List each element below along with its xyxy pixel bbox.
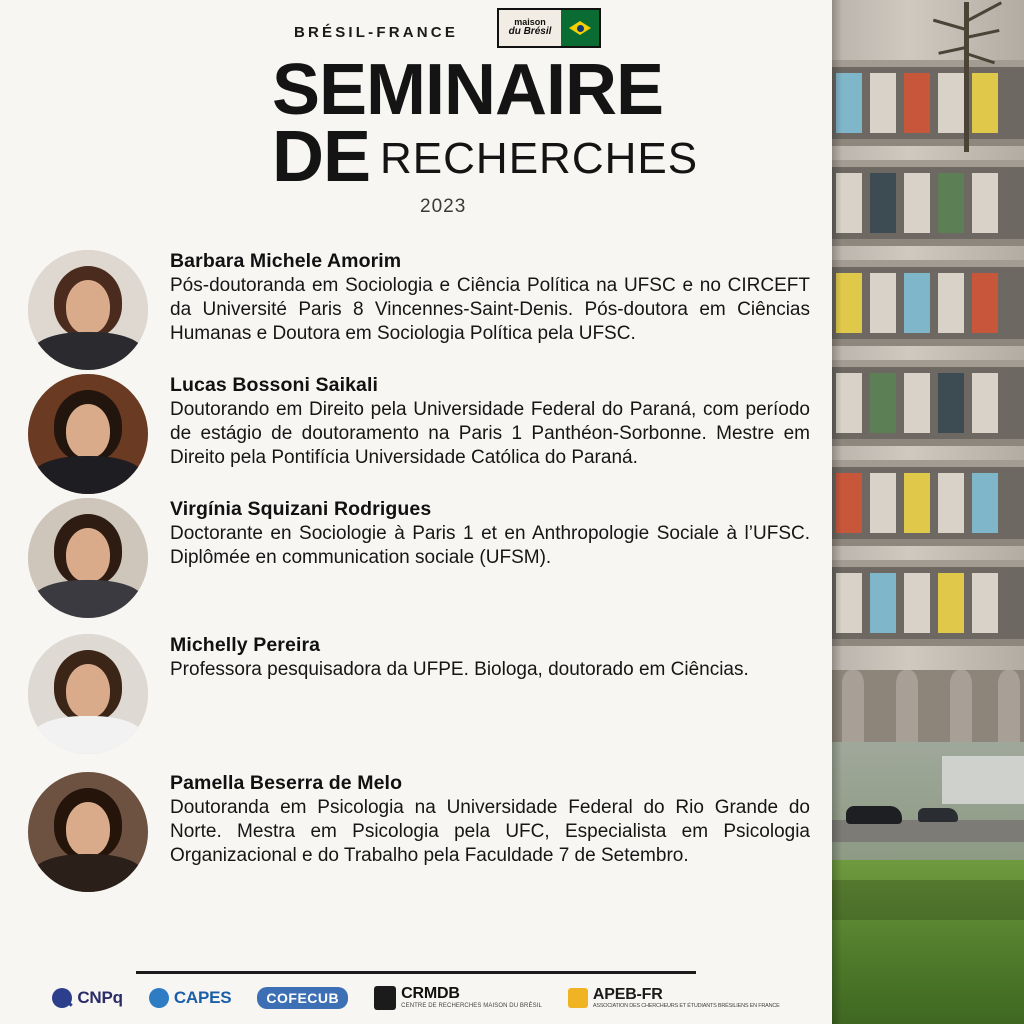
photo-edge-shade [832,0,842,1024]
background-building [942,756,1024,804]
avatar [28,374,148,494]
list-item [0,634,832,754]
title-de: DE [272,117,371,198]
lawn-shadow [832,880,1024,920]
avatar [28,250,148,370]
building-pillars [832,670,1024,742]
brand-line: BRÉSIL-FRANCE [293,24,459,41]
logo-sublabel: CENTRE DE RECHERCHES MAISON DU BRÉSIL [401,1003,542,1010]
speaker-bio: Pós-doutoranda em Sociologia e Ciência Política na UFSC e no CIRCEFT da Université Paris 8 Vincennes-Saint-Denis. Pós-doutora em Ciências Humanas e Doutora em Sociologia Política pela UFSC. [170,275,810,344]
speaker-list [0,250,832,892]
maison-du-bresil-logo [497,8,601,48]
list-item [0,498,832,618]
avatar [28,634,148,754]
divider [136,971,696,974]
speaker-name: Barbara Michele Amorim [170,250,402,272]
title-year: 2023 [420,196,467,218]
flag-diamond-icon [569,21,591,35]
logo-label: CRMDB [401,985,460,1003]
street-level [832,742,1024,860]
logo-sublabel: ASSOCIATION DES CHERCHEURS ET ÉTUDIANTS BRÉSILIENS EN FRANCE [592,1002,780,1009]
page-title: SEMINAIRE [272,50,664,130]
speaker-name: Virgínia Squizani Rodrigues [170,498,432,520]
car [846,806,902,824]
maison-du-bresil-building-photo [832,0,1024,1024]
speaker-name: Pamella Beserra de Melo [170,772,403,794]
logo-label: CNPq [77,988,123,1007]
logo-cofecub [257,987,348,1009]
speaker-text [148,498,832,570]
cnpq-icon [52,988,72,1008]
facade-floors [832,60,1024,680]
title-second-row [272,117,832,198]
speaker-bio: Doctorante en Sociologie à Paris 1 et en Anthropologie Sociale à l’UFSC. Diplômée en communication sociale (UFSM). [170,523,810,568]
logo-capes [149,988,232,1008]
crmdb-icon [374,986,396,1010]
speaker-text [148,374,832,470]
apeb-icon [568,988,588,1008]
list-item [0,374,832,494]
avatar [28,772,148,892]
speaker-bio: Doutoranda em Psicologia na Universidade Federal do Rio Grande do Norte. Mestra em Psicologia pela UFC, Especialista em Psicologia Organizacional e do Trabalho pela Faculdade 7 de Setembro. [170,797,810,866]
poster-header [0,0,832,250]
logo-line-1: maison [514,17,546,28]
tree-icon [920,2,1016,152]
list-item [0,772,832,892]
list-item [0,250,832,370]
speaker-bio: Professora pesquisadora da UFPE. Biologa, doutorado em Ciências. [170,659,749,680]
avatar [28,498,148,618]
flag-globe-icon [577,25,584,32]
logo-cnpq [52,988,122,1008]
speaker-name: Lucas Bossoni Saikali [170,374,379,396]
logo-wordmark [499,10,561,46]
footer [0,971,832,1016]
car [918,808,958,822]
title-recherches: RECHERCHES [380,134,699,184]
logo-label: COFECUB [266,990,340,1006]
speaker-name: Michelly Pereira [170,634,321,656]
sponsor-logos [0,986,832,1016]
capes-icon [149,988,169,1008]
brazil-flag-icon [561,10,599,46]
logo-crmdb [374,986,542,1010]
speaker-text [148,634,832,682]
logo-apeb-fr [568,987,780,1010]
speaker-text [148,250,832,346]
logo-line-2: du Brésil [508,26,552,38]
title-block [0,50,832,218]
logo-label: CAPES [173,988,232,1007]
logo-label: APEB-FR [592,985,663,1003]
speaker-bio: Doutorando em Direito pela Universidade Federal do Paraná, com período de estágio de doutoramento na Paris 1 Panthéon-Sorbonne. Mestre em Direito pela Pontifícia Universidade Católica do Paraná. [170,399,810,468]
speaker-text [148,772,832,868]
